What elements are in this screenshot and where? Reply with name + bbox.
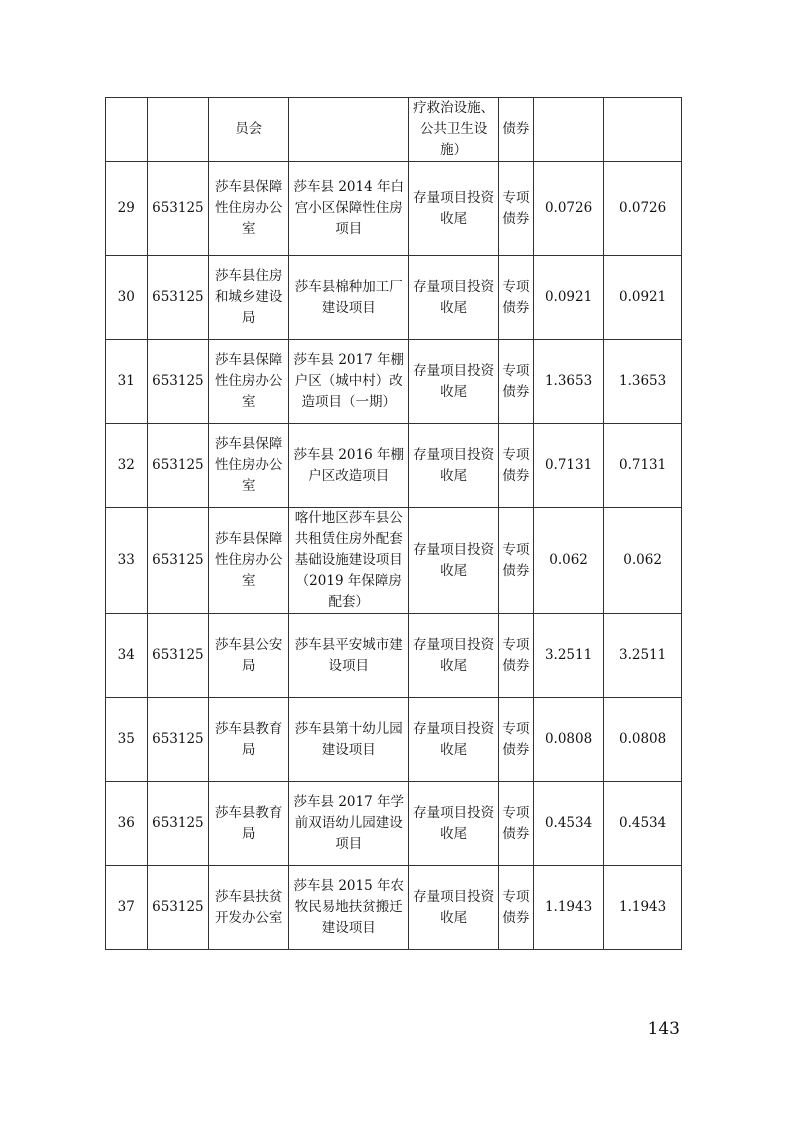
- cell-amount2: [604, 98, 682, 162]
- cell-amount1: 0.062: [533, 508, 603, 614]
- cell-type: 专项债券: [498, 866, 533, 950]
- cell-no: 32: [106, 424, 148, 508]
- cell-type: 专项债券: [498, 162, 533, 256]
- bond-project-table: [105, 97, 682, 950]
- table-row: [106, 162, 682, 256]
- cell-type: 债券: [498, 98, 533, 162]
- cell-amount2: 1.1943: [604, 866, 682, 950]
- cell-use: 存量项目投资收尾: [409, 340, 498, 424]
- cell-no: 31: [106, 340, 148, 424]
- cell-type: 专项债券: [498, 614, 533, 698]
- table-row: [106, 698, 682, 782]
- cell-project: 喀什地区莎车县公共租赁住房外配套基础设施建设项目（2019 年保障房配套）: [289, 508, 409, 614]
- table-row: [106, 424, 682, 508]
- cell-code: 653125: [147, 508, 209, 614]
- cell-amount2: 3.2511: [604, 614, 682, 698]
- cell-amount1: 3.2511: [533, 614, 603, 698]
- cell-amount2: 0.062: [604, 508, 682, 614]
- cell-use: 存量项目投资收尾: [409, 614, 498, 698]
- cell-project: 莎车县 2017 年棚户区（城中村）改造项目（一期）: [289, 340, 409, 424]
- cell-amount1: 0.0921: [533, 256, 603, 340]
- cell-code: 653125: [147, 424, 209, 508]
- cell-project: 莎车县 2015 年农牧民易地扶贫搬迁建设项目: [289, 866, 409, 950]
- cell-use: 疗救治设施、公共卫生设施）: [409, 98, 498, 162]
- cell-code: 653125: [147, 256, 209, 340]
- cell-unit: 莎车县保障性住房办公室: [209, 340, 289, 424]
- cell-type: 专项债券: [498, 782, 533, 866]
- cell-code: 653125: [147, 866, 209, 950]
- cell-no: 37: [106, 866, 148, 950]
- cell-no: 36: [106, 782, 148, 866]
- cell-type: 专项债券: [498, 698, 533, 782]
- cell-amount2: 0.0921: [604, 256, 682, 340]
- table-row: [106, 340, 682, 424]
- cell-use: 存量项目投资收尾: [409, 256, 498, 340]
- cell-no: [106, 98, 148, 162]
- cell-amount2: 0.0808: [604, 698, 682, 782]
- cell-type: 专项债券: [498, 508, 533, 614]
- cell-use: 存量项目投资收尾: [409, 782, 498, 866]
- cell-code: 653125: [147, 162, 209, 256]
- cell-unit: 莎车县住房和城乡建设局: [209, 256, 289, 340]
- cell-use: 存量项目投资收尾: [409, 866, 498, 950]
- cell-project: 莎车县 2014 年白宫小区保障性住房项目: [289, 162, 409, 256]
- cell-code: 653125: [147, 340, 209, 424]
- cell-unit: 莎车县公安局: [209, 614, 289, 698]
- cell-use: 存量项目投资收尾: [409, 424, 498, 508]
- cell-no: 34: [106, 614, 148, 698]
- cell-unit: 莎车县保障性住房办公室: [209, 508, 289, 614]
- cell-amount2: 0.4534: [604, 782, 682, 866]
- cell-amount1: 1.3653: [533, 340, 603, 424]
- cell-unit: 员会: [209, 98, 289, 162]
- cell-amount1: 0.0808: [533, 698, 603, 782]
- cell-no: 29: [106, 162, 148, 256]
- cell-amount2: 1.3653: [604, 340, 682, 424]
- table-row: [106, 508, 682, 614]
- table-row-continuation: [106, 98, 682, 162]
- cell-unit: 莎车县教育局: [209, 698, 289, 782]
- cell-unit: 莎车县保障性住房办公室: [209, 424, 289, 508]
- cell-amount1: 0.0726: [533, 162, 603, 256]
- cell-amount1: [533, 98, 603, 162]
- cell-use: 存量项目投资收尾: [409, 162, 498, 256]
- cell-unit: 莎车县保障性住房办公室: [209, 162, 289, 256]
- cell-code: 653125: [147, 614, 209, 698]
- cell-project: 莎车县 2017 年学前双语幼儿园建设项目: [289, 782, 409, 866]
- cell-no: 30: [106, 256, 148, 340]
- cell-amount2: 0.0726: [604, 162, 682, 256]
- cell-no: 33: [106, 508, 148, 614]
- cell-code: 653125: [147, 782, 209, 866]
- cell-type: 专项债券: [498, 256, 533, 340]
- cell-code: [147, 98, 209, 162]
- cell-amount2: 0.7131: [604, 424, 682, 508]
- table-row: [106, 866, 682, 950]
- cell-amount1: 0.7131: [533, 424, 603, 508]
- cell-type: 专项债券: [498, 424, 533, 508]
- cell-project: 莎车县平安城市建设项目: [289, 614, 409, 698]
- cell-project: [289, 98, 409, 162]
- cell-project: 莎车县第十幼儿园建设项目: [289, 698, 409, 782]
- page-number: 143: [647, 1019, 680, 1039]
- table-row: [106, 782, 682, 866]
- table-row: [106, 256, 682, 340]
- cell-use: 存量项目投资收尾: [409, 698, 498, 782]
- cell-type: 专项债券: [498, 340, 533, 424]
- cell-amount1: 0.4534: [533, 782, 603, 866]
- cell-code: 653125: [147, 698, 209, 782]
- cell-project: 莎车县棉种加工厂建设项目: [289, 256, 409, 340]
- cell-amount1: 1.1943: [533, 866, 603, 950]
- cell-project: 莎车县 2016 年棚户区改造项目: [289, 424, 409, 508]
- cell-unit: 莎车县扶贫开发办公室: [209, 866, 289, 950]
- table-row: [106, 614, 682, 698]
- cell-no: 35: [106, 698, 148, 782]
- cell-unit: 莎车县教育局: [209, 782, 289, 866]
- cell-use: 存量项目投资收尾: [409, 508, 498, 614]
